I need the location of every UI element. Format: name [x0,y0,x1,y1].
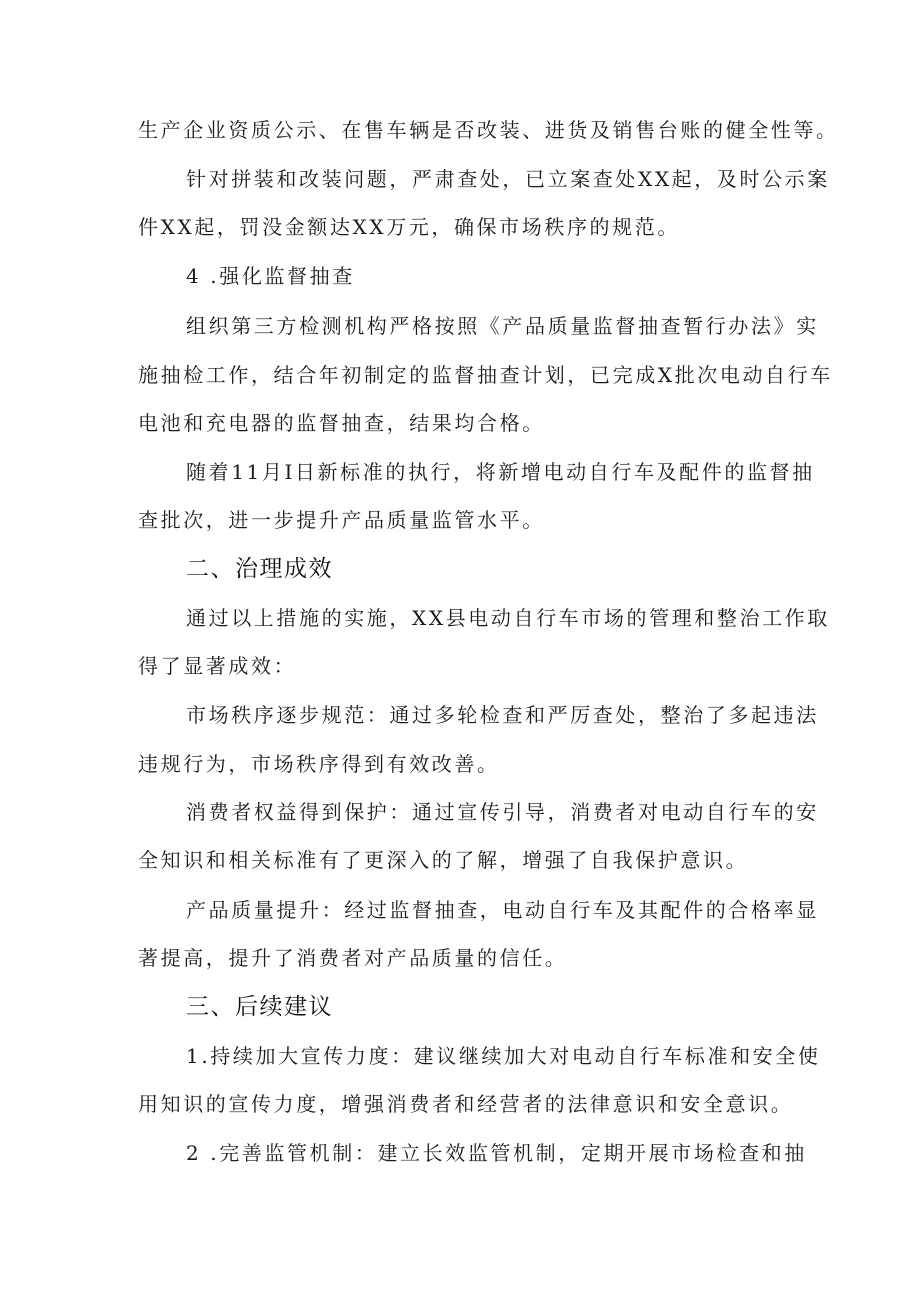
numbered-subheading: 4 .强化监督抽查 [186,264,355,288]
text-line: 市场秩序逐步规范：通过多轮检查和严厉查处，整治了多起违法 [186,703,819,727]
text-line: 得了显著成效： [138,654,297,678]
text-line: 全知识和相关标准有了更深入的了解，增强了自我保护意识。 [138,848,749,872]
text-line: 针对拼装和改装问题，严肃查处，已立案查处XX起，及时公示案 [186,167,830,191]
text-line: 2 .完善监管机制：建立长效监管机制，定期开展市场检查和抽 [186,1141,807,1165]
section-heading: 二、治理成效 [186,556,333,582]
text-line: 著提高，提升了消费者对产品质量的信任。 [138,946,568,970]
text-line: 电池和充电器的监督抽查，结果均合格。 [138,411,545,435]
text-line: 查批次，进一步提升产品质量监管水平。 [138,508,545,532]
text-line: 施抽检工作，结合年初制定的监督抽查计划，已完成X批次电动自行车 [138,363,833,387]
section-heading: 三、后续建议 [186,994,333,1020]
text-line: 消费者权益得到保护：通过宣传引导，消费者对电动自行车的安 [186,800,819,824]
text-line: 生产企业资质公示、在售车辆是否改装、进货及销售台账的健全性等。 [138,118,839,142]
text-line: 用知识的宣传力度，增强消费者和经营者的法律意识和安全意识。 [138,1092,794,1116]
text-line: 随着11月I日新标准的执行，将新增电动自行车及配件的监督抽 [186,460,815,484]
text-line: 通过以上措施的实施，XX县电动自行车市场的管理和整治工作取 [186,606,830,630]
text-line: 违规行为，市场秩序得到有效改善。 [138,752,500,776]
text-line: 件XX起，罚没金额达XX万元，确保市场秩序的规范。 [138,215,680,239]
text-line: 产品质量提升：经过监督抽查，电动自行车及其配件的合格率显 [186,898,819,922]
text-line: 1.持续加大宣传力度：建议继续加大对电动自行车标准和安全使 [186,1044,821,1068]
text-line: 组织第三方检测机构严格按照《产品质量监督抽查暂行办法》实 [186,314,819,338]
